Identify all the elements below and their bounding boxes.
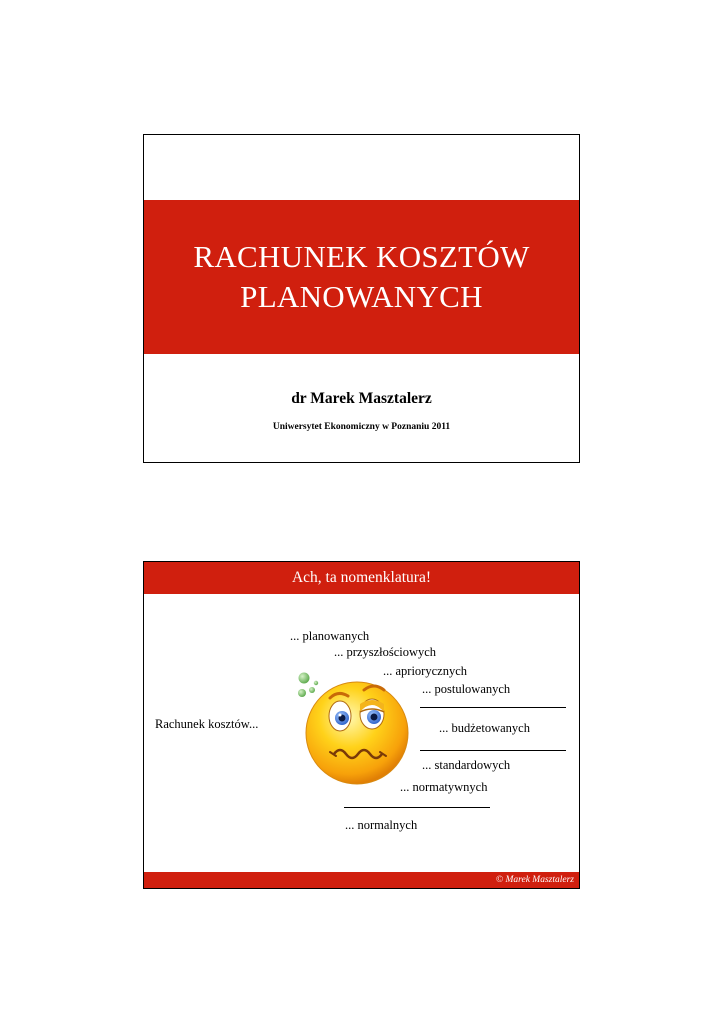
title-band (144, 200, 579, 354)
rachunek-label: Rachunek kosztów... (155, 717, 259, 731)
list-item-planowanych: ... planowanych (290, 629, 370, 643)
divider-1 (420, 707, 566, 708)
confused-smiley-icon (294, 668, 412, 788)
slide-footer: © Marek Masztalerz (144, 872, 579, 888)
list-item-standardowych: ... standardowych (422, 758, 511, 772)
divider-2 (420, 750, 566, 751)
list-item-apriorycznych: ... apriorycznych (383, 664, 467, 678)
list-item-normatywnych: ... normatywnych (400, 780, 488, 794)
slide-title-line-1: RACHUNEK KOSZTÓW (193, 239, 530, 274)
affiliation: Uniwersytet Ekonomiczny w Poznaniu 2011 (272, 422, 451, 432)
slide-title-line-2: PLANOWANYCH (240, 279, 483, 314)
slide-header: Ach, ta nomenklatura! (144, 562, 579, 594)
list-item-postulowanych: ... postulowanych (422, 682, 511, 696)
divider-3 (344, 807, 490, 808)
nomenclature-slide (143, 561, 580, 889)
title-slide (143, 134, 580, 463)
list-item-normalnych: ... normalnych (345, 818, 418, 832)
list-item-budzetowanych: ... budżetowanych (439, 721, 530, 735)
author-name: dr Marek Masztalerz (291, 390, 432, 407)
list-item-przyszlosciowych: ... przyszłościowych (334, 645, 437, 659)
